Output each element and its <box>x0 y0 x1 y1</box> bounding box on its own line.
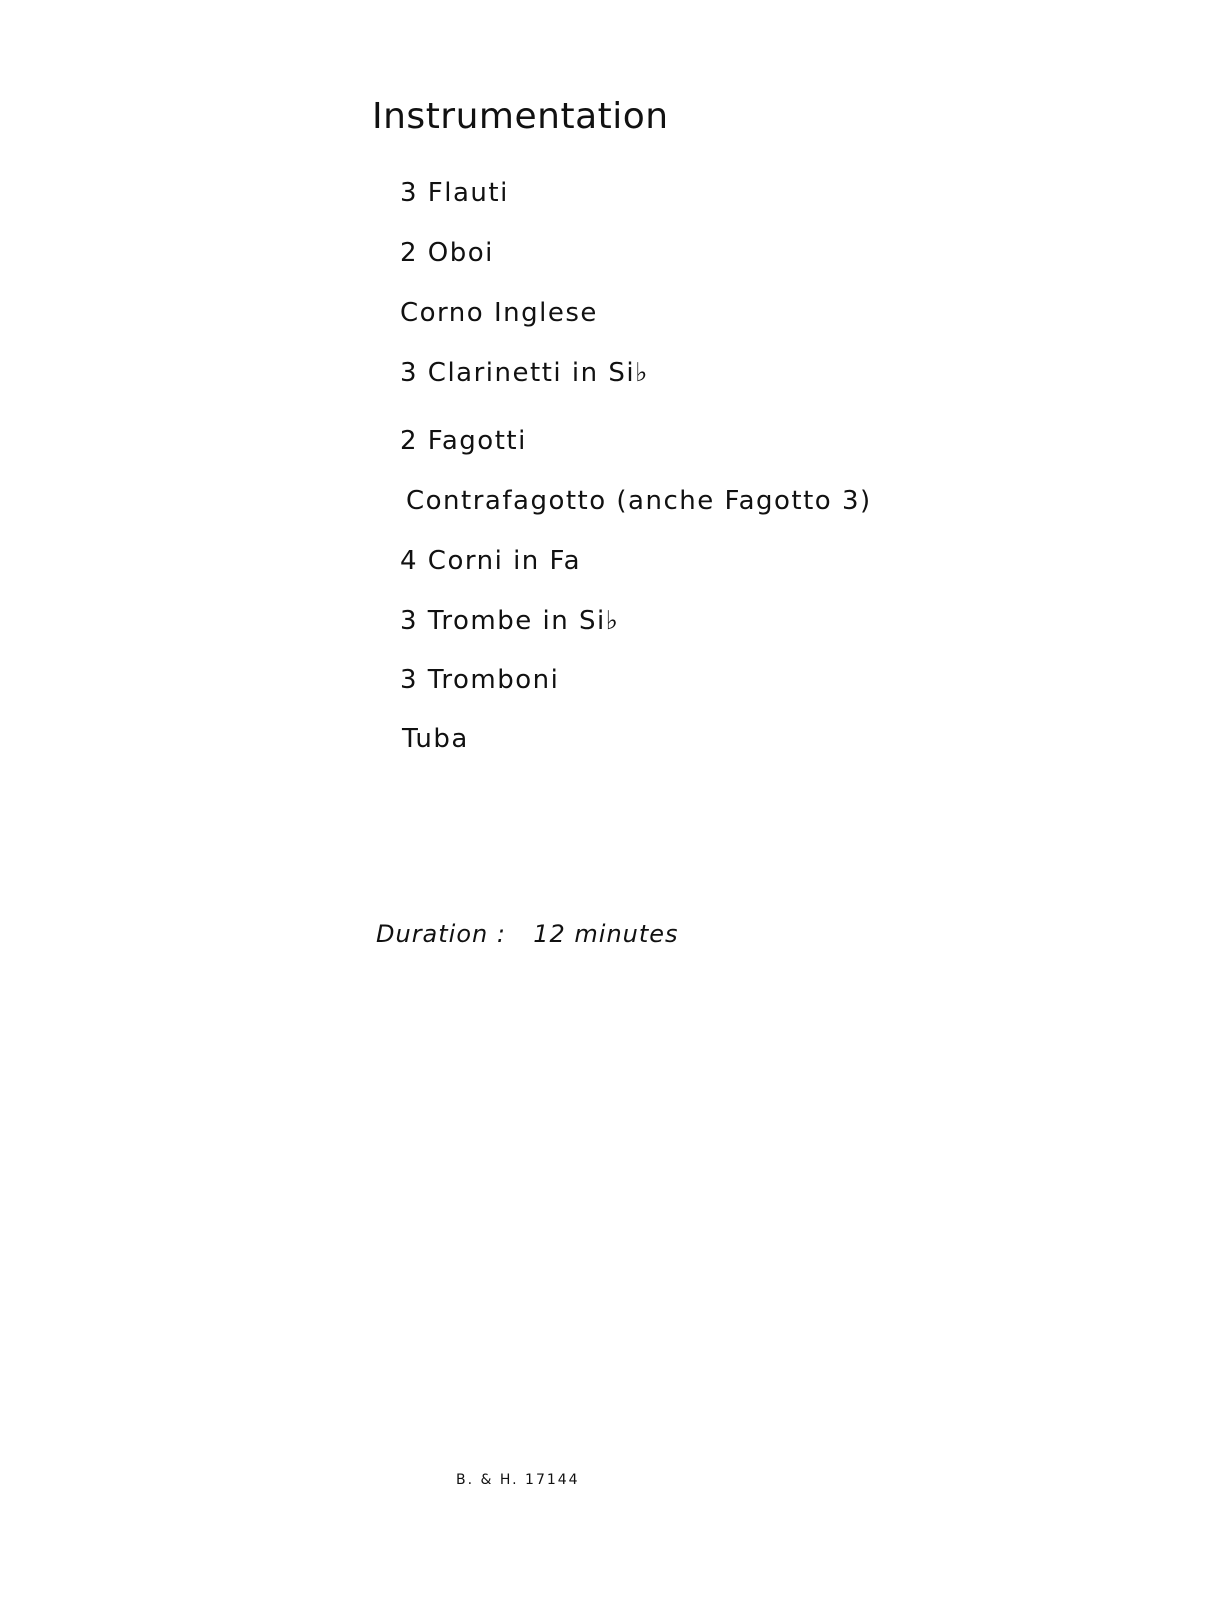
instrument-item-flauti: 3 Flauti <box>400 178 509 208</box>
duration-label: Duration : <box>376 920 506 948</box>
instrument-item-clarinetti: 3 Clarinetti in Si♭ <box>400 358 649 388</box>
instrument-item-corno-inglese: Corno Inglese <box>400 298 598 328</box>
catalog-number: B. & H. 17144 <box>456 1472 580 1488</box>
duration-line <box>376 920 679 948</box>
page-title: Instrumentation <box>372 96 669 137</box>
duration-value: 12 minutes <box>533 920 679 948</box>
instrument-item-oboi: 2 Oboi <box>400 238 494 268</box>
instrument-item-corni: 4 Corni in Fa <box>400 546 582 576</box>
instrument-item-tuba: Tuba <box>402 724 469 754</box>
instrument-item-tromboni: 3 Tromboni <box>400 665 560 695</box>
instrument-item-contrafagotto: Contrafagotto (anche Fagotto 3) <box>406 486 872 516</box>
instrument-item-trombe: 3 Trombe in Si♭ <box>400 606 620 636</box>
instrument-item-fagotti: 2 Fagotti <box>400 426 527 456</box>
